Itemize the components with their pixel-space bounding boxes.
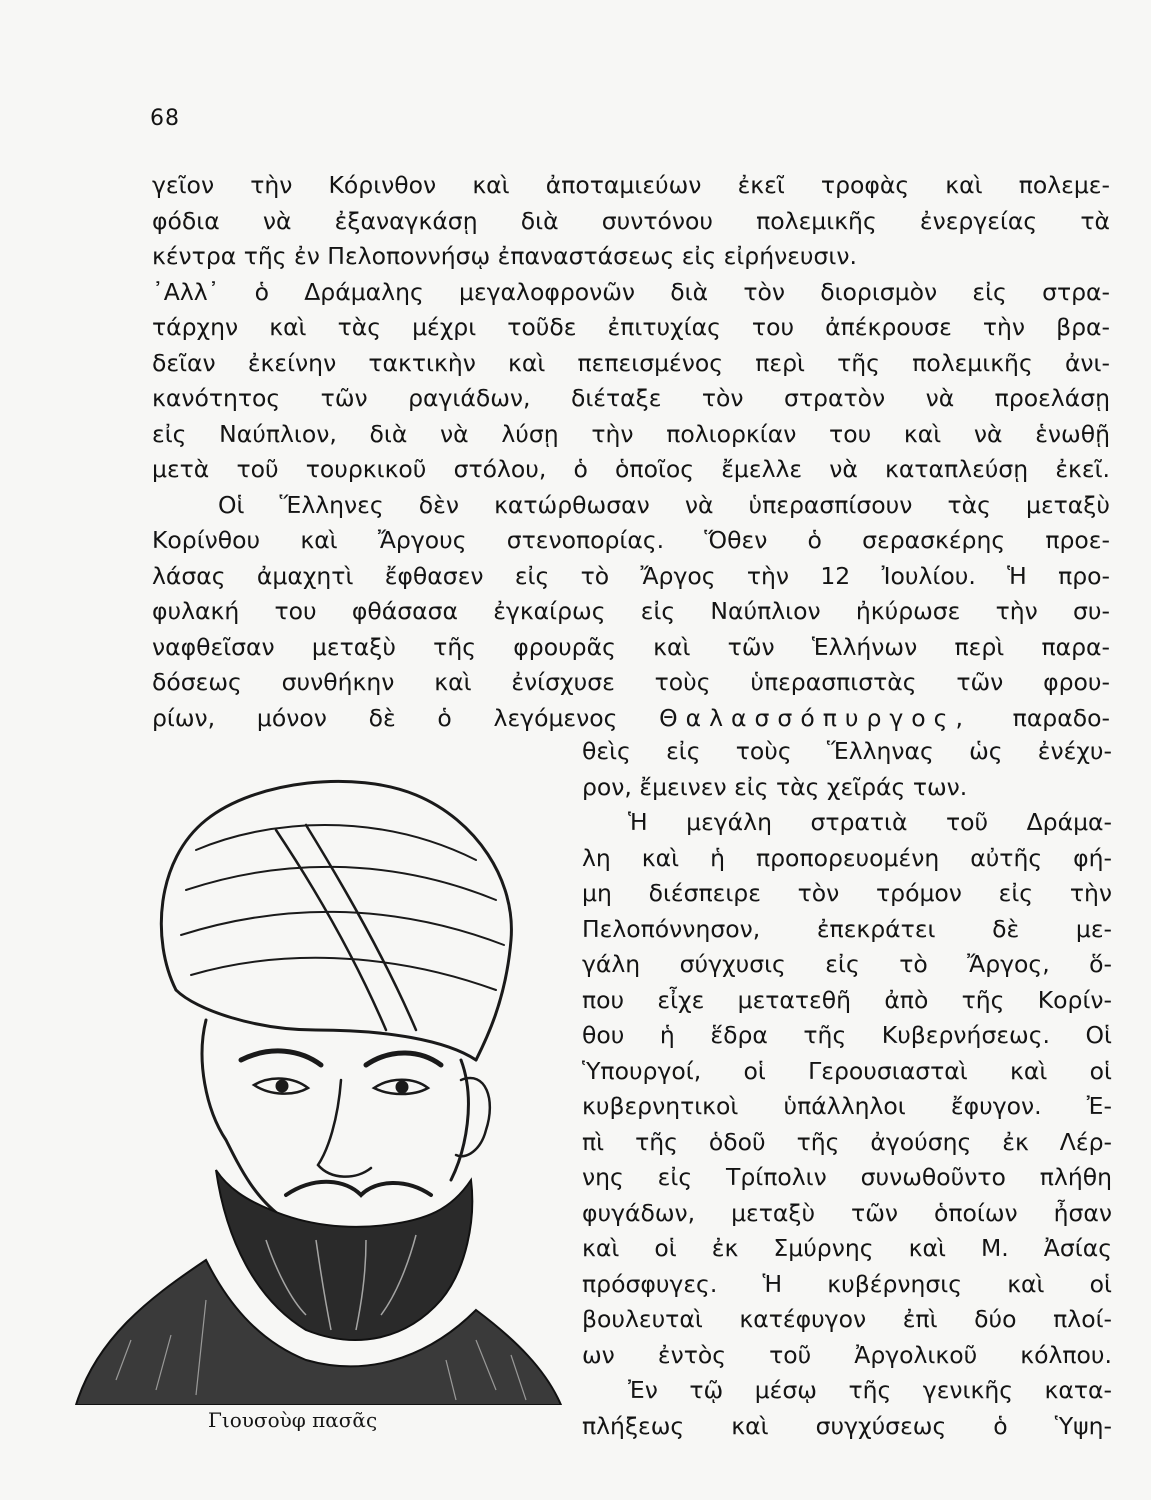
- turbaned-man-portrait-icon: [56, 740, 566, 1405]
- text-line: Πελοπόννησον, ἐπεκράτει δὲ με-: [582, 914, 1112, 943]
- text-line: νης εἰς Τρίπολιν συνωθοῦντο πλήθη: [582, 1163, 1112, 1191]
- text-line: πρόσφυγες. Ἡ κυβέρνησις καὶ οἱ: [582, 1269, 1112, 1298]
- text-line: μη διέσπειρε τὸν τρόμον εἰς τὴν: [582, 879, 1112, 907]
- text-line: γεῖον τὴν Κόρινθον καὶ ἀποταμιεύων ἐκεῖ τροφὰς καὶ πολεμε-: [152, 171, 1110, 199]
- text-line: βουλευταὶ κατέφυγον ἐπὶ δύο πλοί-: [582, 1305, 1112, 1333]
- text-line: τάρχην καὶ τὰς μέχρι τοῦδε ἐπιτυχίας του ἀπέκρουσε τὴν βρα-: [152, 313, 1110, 341]
- text-line: μετὰ τοῦ τουρκικοῦ στόλου, ὁ ὁποῖος ἔμελλε νὰ καταπλεύσῃ ἐκεῖ.: [152, 455, 1110, 483]
- text-fragment: ρίων, μόνον δὲ ὁ λεγόμενος: [152, 703, 618, 732]
- text-line: φόδια νὰ ἐξαναγκάσῃ διὰ συντόνου πολεμικῆς ἐνεργείας τὰ: [152, 206, 1110, 235]
- text-line: δεῖαν ἐκείνην τακτικὴν καὶ πεπεισμένος περὶ τῆς πολεμικῆς ἀνι-: [152, 348, 1110, 377]
- text-line: κυβερνητικοὶ ὑπάλληλοι ἔφυγον. Ἐ-: [582, 1092, 1112, 1120]
- text-line: κέντρα τῆς ἐν Πελοποννήσῳ ἐπαναστάσεως εἰς εἰρήνευσιν.: [152, 242, 857, 270]
- body-text-full-width: [152, 168, 1110, 736]
- body-text-column: [582, 734, 1112, 1444]
- text-line: ων ἐντὸς τοῦ Ἀργολικοῦ κόλπου.: [582, 1340, 1112, 1369]
- text-line: ᾿Αλλ᾿ ὁ Δράμαλης μεγαλοφρονῶν διὰ τὸν διορισμὸν εἰς στρα-: [152, 277, 1110, 306]
- spaced-name-thalassopyrgos: Θαλασσόπυργος,: [659, 703, 971, 732]
- text-line: Ἐν τῷ μέσῳ τῆς γενικῆς κατα-: [628, 1376, 1112, 1404]
- text-line: γάλη σύγχυσις εἰς τὸ Ἄργος, ὅ-: [582, 950, 1112, 978]
- text-line: πὶ τῆς ὁδοῦ τῆς ἀγούσης ἐκ Λέρ-: [582, 1127, 1112, 1156]
- figure-caption: Γιουσοὺφ πασᾶς: [208, 1408, 378, 1432]
- text-line: φυλακή του φθάσασα ἐγκαίρως εἰς Ναύπλιον ἠκύρωσε τὴν συ-: [152, 597, 1110, 625]
- text-line: Ἡ μεγάλη στρατιὰ τοῦ Δράμα-: [628, 808, 1112, 836]
- text-line: λη καὶ ἡ προπορευομένη αὐτῆς φή-: [582, 843, 1112, 872]
- text-line: που εἶχε μετατεθῆ ἀπὸ τῆς Κορίν-: [582, 985, 1112, 1014]
- text-line: κανότητος τῶν ραγιάδων, διέταξε τὸν στρατὸν νὰ προελάσῃ: [152, 384, 1110, 412]
- text-line: εἰς Ναύπλιον, διὰ νὰ λύσῃ τὴν πολιορκίαν του καὶ νὰ ἑνωθῇ: [152, 419, 1110, 448]
- text-line: θεὶς εἰς τοὺς Ἕλληνας ὡς ἐνέχυ-: [582, 737, 1112, 765]
- text-line: θου ἡ ἕδρα τῆς Κυβερνήσεως. Οἱ: [582, 1021, 1112, 1049]
- text-line: λάσας ἀμαχητὶ ἔφθασεν εἰς τὸ Ἄργος τὴν 12 Ἰουλίου. Ἡ προ-: [152, 561, 1110, 590]
- text-line: πλήξεως καὶ συγχύσεως ὁ Ὑψη-: [582, 1411, 1112, 1440]
- text-line: ναφθεῖσαν μεταξὺ τῆς φρουρᾶς καὶ τῶν Ἑλλήνων περὶ παρα-: [152, 632, 1110, 661]
- text-fragment: παραδο-: [1012, 703, 1110, 732]
- text-line: φυγάδων, μεταξὺ τῶν ὁποίων ἦσαν: [582, 1198, 1112, 1227]
- text-line: καὶ οἱ ἐκ Σμύρνης καὶ Μ. Ἀσίας: [582, 1234, 1112, 1262]
- text-line-spaced: [152, 701, 1110, 737]
- text-line: ρον, ἔμεινεν εἰς τὰς χεῖράς των.: [582, 772, 968, 801]
- text-line: Ὑπουργοί, οἱ Γερουσιασταὶ καὶ οἱ: [582, 1056, 1112, 1085]
- text-line: Κορίνθου καὶ Ἄργους στενοπορίας. Ὅθεν ὁ σερασκέρης προε-: [152, 526, 1110, 554]
- text-line: δόσεως συνθήκην καὶ ἐνίσχυσε τοὺς ὑπερασπιστὰς τῶν φρου-: [152, 668, 1110, 696]
- text-line: Οἱ Ἕλληνες δὲν κατώρθωσαν νὰ ὑπερασπίσουν τὰς μεταξὺ: [218, 490, 1110, 519]
- page-number: 68: [150, 106, 180, 131]
